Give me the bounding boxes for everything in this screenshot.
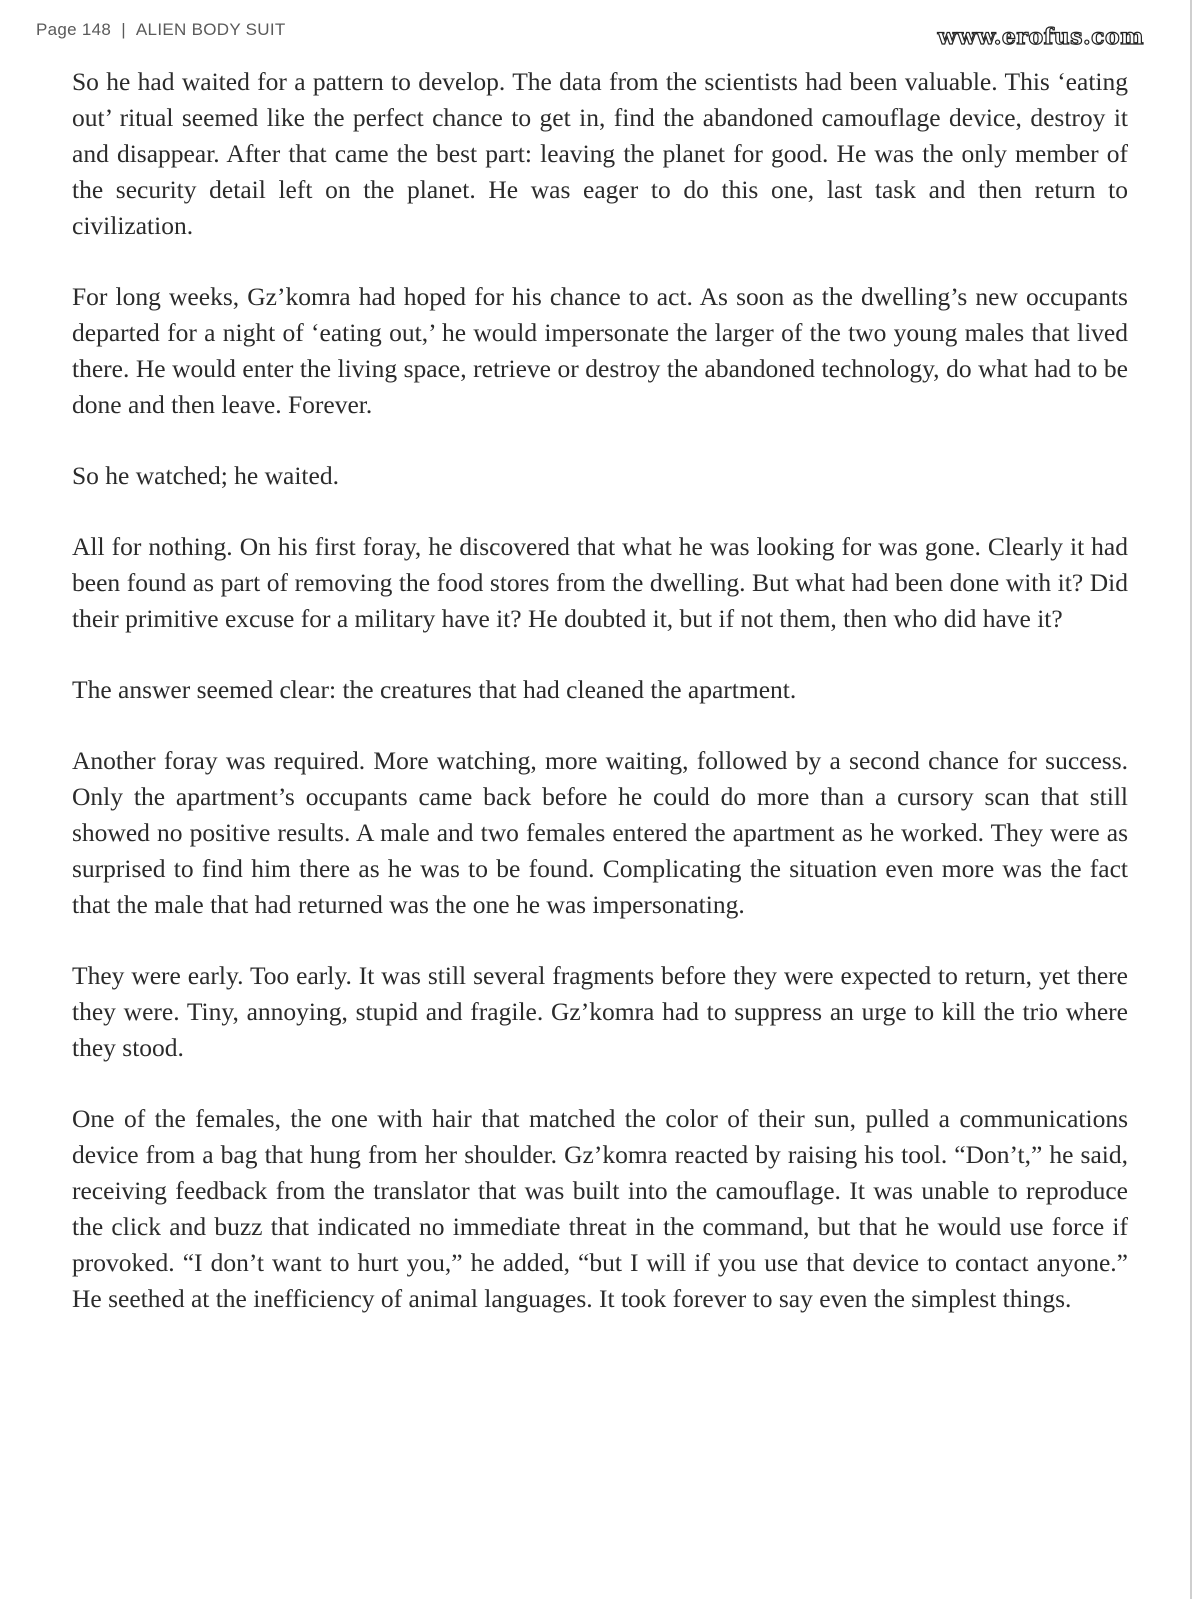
paragraph: For long weeks, Gz’komra had hoped for his chance to act. As soon as the dwelling’s new occupants departed for a night of ‘eating out,’ he would impersonate the larger of the two young males that lived there. He would enter the living space, retrieve or destroy the abandoned technology, do what had to be done and then leave. Forever. (72, 282, 1128, 419)
page-number: Page 148 (36, 20, 112, 39)
watermark: www.erofus.com (937, 24, 1144, 50)
paragraph: They were early. Too early. It was still several fragments before they were expected to return, yet there they were. Tiny, annoying, stupid and fragile. Gz’komra had to suppress an urge to kill the trio where they stood. (72, 961, 1128, 1062)
body-text (72, 64, 1128, 1352)
book-title: ALIEN BODY SUIT (135, 20, 286, 39)
paragraph: So he watched; he waited. (72, 461, 339, 490)
page-edge-divider (1190, 0, 1192, 1599)
paragraph: So he had waited for a pattern to develop. The data from the scientists had been valuable. This ‘eating out’ ritual seemed like the perfect chance to get in, find the abandoned camouflage device, destroy it and disappear. After that came the best part: leaving the planet for good. He was the only member of the security detail left on the planet. He was eager to do this one, last task and then return to civilization. (72, 67, 1128, 240)
header-separator: | (121, 20, 126, 39)
paragraph: The answer seemed clear: the creatures that had cleaned the apartment. (72, 675, 797, 704)
paragraph: Another foray was required. More watching, more waiting, followed by a second chance for success. Only the apartment’s occupants came back before he could do more than a cursory scan that still showed no positive results. A male and two females entered the apartment as he worked. They were as surprised to find him there as he was to be found. Complicating the situation even more was the fact that the male that had returned was the one he was impersonating. (72, 746, 1128, 919)
running-header (36, 20, 286, 40)
paragraph: One of the females, the one with hair that matched the color of their sun, pulled a communications device from a bag that hung from her shoulder. Gz’komra reacted by raising his tool. “Don’t,” he said, receiving feedback from the translator that was built into the camouflage. It was unable to reproduce the click and buzz that indicated no immediate threat in the command, but that he would use force if provoked. “I don’t want to hurt you,” he added, “but I will if you use that device to contact anyone.” He seethed at the inefficiency of animal languages. It took forever to say even the simplest things. (72, 1104, 1128, 1313)
paragraph: All for nothing. On his first foray, he discovered that what he was looking for was gone. Clearly it had been found as part of removing the food stores from the dwelling. But what had been done with it? Did their primitive excuse for a military have it? He doubted it, but if not them, then who did have it? (72, 532, 1128, 633)
